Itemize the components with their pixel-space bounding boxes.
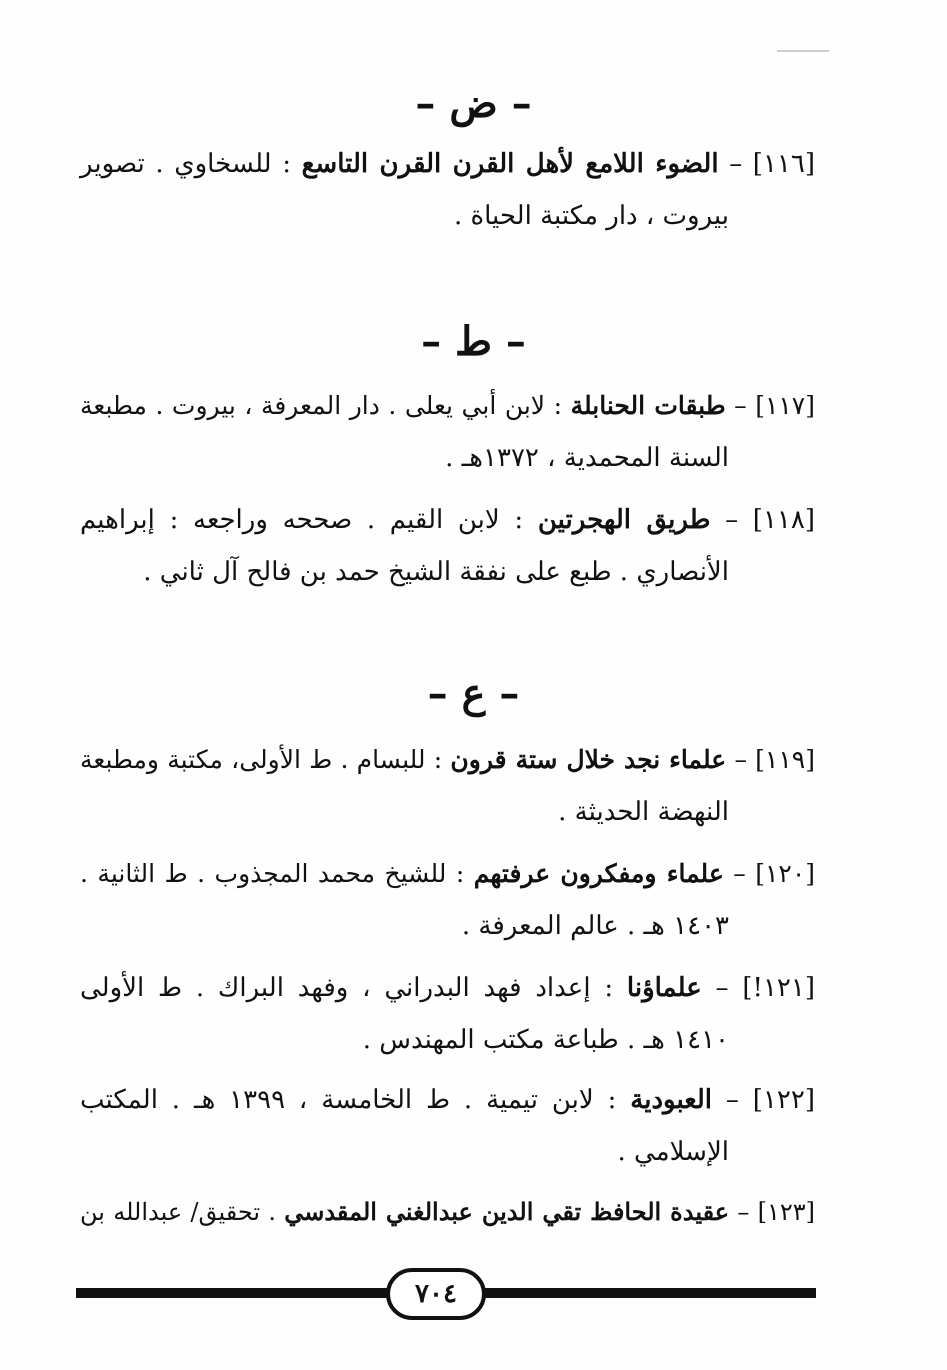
entry-title: الضوء اللامع لأهل القرن القرن التاسع	[301, 149, 719, 179]
entry-line-1	[80, 1074, 815, 1126]
entry-title: العبودية	[630, 1085, 712, 1115]
page-number: ٧٠٤	[386, 1268, 486, 1320]
entry-details: : للسخاوي . تصوير	[80, 149, 291, 179]
entry-title: علماؤنا	[626, 973, 702, 1003]
entry-number: [١١٧] –	[734, 391, 816, 420]
bibliography-entry-116	[80, 138, 815, 242]
entry-continuation: بيروت ، دار مكتبة الحياة .	[453, 201, 729, 231]
entry-line-1	[80, 848, 815, 900]
entry-continuation: ١٤٠٣ هـ . عالم المعرفة .	[461, 911, 729, 941]
entry-number: [١١٦] –	[729, 149, 815, 179]
entry-line-1	[80, 1186, 815, 1238]
bibliography-entry-123	[80, 1186, 815, 1238]
entry-continuation: الإسلامي .	[617, 1137, 729, 1167]
entry-continuation: ١٤١٠ هـ . طباعة مكتب المهندس .	[362, 1025, 729, 1055]
entry-details: : لابن أبي يعلى . دار المعرفة ، بيروت . مطبعة	[80, 391, 563, 420]
bibliography-entry-119	[80, 734, 815, 838]
entry-number: [١٢٢] –	[725, 1085, 815, 1115]
entry-details: : للشيخ محمد المجذوب . ط الثانية .	[80, 859, 465, 888]
entry-number: [١١٨] –	[725, 505, 816, 535]
entry-line-1	[80, 962, 815, 1014]
entry-details: . تحقيق/ عبدالله بن	[80, 1198, 276, 1226]
entry-line-1	[80, 494, 815, 546]
bibliography-entry-121	[80, 962, 815, 1066]
bibliography-entry-117	[80, 380, 815, 484]
entry-title: طبقات الحنابلة	[570, 391, 726, 420]
scan-mark	[777, 50, 829, 52]
entry-details: : للبسام . ط الأولى، مكتبة ومطبعة	[80, 745, 443, 774]
entry-details: : إعداد فهد البدراني ، وفهد البراك . ط الأولى	[80, 973, 614, 1003]
entry-number: [١١٩] –	[734, 745, 815, 774]
entry-number: [١٢٣] –	[737, 1198, 815, 1226]
entry-number: [١٢٠] –	[733, 859, 816, 888]
section-heading-ta: – ط –	[421, 318, 526, 365]
entry-title: عقيدة الحافظ تقي الدين عبدالغني المقدسي	[284, 1197, 730, 1226]
entry-continuation: الأنصاري . طبع على نفقة الشيخ حمد بن فالح آل ثاني .	[143, 557, 729, 587]
entry-continuation: السنة المحمدية ، ١٣٧٢هـ .	[445, 443, 729, 473]
entry-title: علماء نجد خلال ستة قرون	[450, 745, 727, 774]
section-heading-dad: – ض –	[415, 80, 532, 127]
entry-line-1	[80, 380, 815, 432]
bibliography-entry-120	[80, 848, 815, 952]
entry-line-1	[80, 734, 815, 786]
entry-continuation: النهضة الحديثة .	[558, 797, 729, 827]
bibliography-entry-118	[80, 494, 815, 598]
bibliography-entry-122	[80, 1074, 815, 1178]
entry-title: طريق الهجرتين	[537, 505, 711, 535]
entry-details: : لابن تيمية . ط الخامسة ، ١٣٩٩ هـ . المكتب	[80, 1085, 617, 1115]
section-heading-ain: – ع –	[427, 670, 520, 717]
entry-details: : لابن القيم . صححه وراجعه : إبراهيم	[80, 505, 524, 535]
entry-title: علماء ومفكرون عرفتهم	[473, 859, 724, 888]
entry-line-1	[80, 138, 815, 190]
entry-number: [١٢١!] –	[715, 973, 815, 1003]
